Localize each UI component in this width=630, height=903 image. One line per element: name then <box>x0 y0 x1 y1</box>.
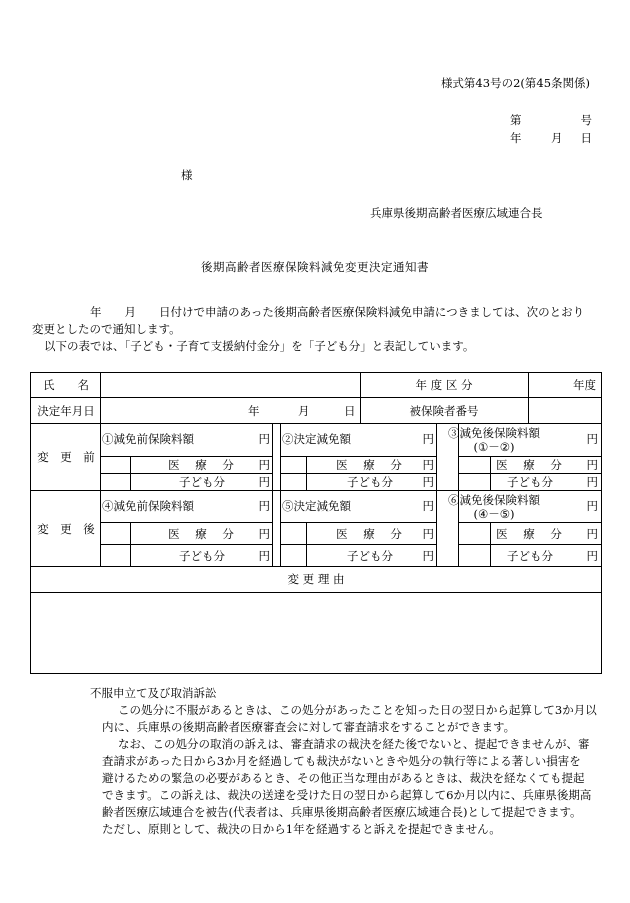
intro-text <box>32 304 604 355</box>
table-rule <box>528 372 529 423</box>
yen-unit: 円 <box>422 549 434 563</box>
post-reduction-formula: (①－②) <box>473 440 515 454</box>
table-rule <box>30 490 602 491</box>
table-rule <box>100 522 272 523</box>
table-rule <box>458 473 602 474</box>
table-border-left <box>30 372 31 674</box>
appeal-line: 齢者医療広域連合を被告(代表者は、兵庫県後期高齢者医療広域連合長)として提起できます。 <box>102 805 582 819</box>
table-rule <box>458 456 602 457</box>
appeal-line: 査請求があった日から3か月を経過しても裁決がないときや処分の執行等による著しい損害を <box>102 754 581 768</box>
table-rule <box>280 473 436 474</box>
appeal-line: ただし、原則として、裁決の日から1年を経過すると訴えを提起できません。 <box>102 822 501 836</box>
table-rule <box>100 456 272 457</box>
table-rule <box>306 522 307 566</box>
yen-unit: 円 <box>422 499 434 513</box>
yen-unit: 円 <box>258 475 270 489</box>
table-rule <box>280 522 436 523</box>
number-prefix: 第 <box>510 113 522 127</box>
table-rule <box>436 423 437 566</box>
issue-month-label: 月 <box>551 131 563 145</box>
decided-reduction-label: ⑤決定減免額 <box>282 499 351 513</box>
name-value-field[interactable] <box>102 374 358 396</box>
table-rule <box>458 522 602 523</box>
before-change-label: 変 更 前 <box>37 450 95 464</box>
fiscal-year-label: 年 度 区 分 <box>415 378 473 392</box>
yen-unit: 円 <box>258 499 270 513</box>
table-rule <box>490 522 491 566</box>
yen-unit: 円 <box>586 527 598 541</box>
table-rule <box>280 456 436 457</box>
issue-year-label: 年 <box>510 131 522 145</box>
decided-reduction-label: ②決定減免額 <box>282 432 351 446</box>
child-portion-label: 子ども分 <box>507 549 553 563</box>
yen-unit: 円 <box>258 432 270 446</box>
decision-year-label: 年 <box>248 404 260 418</box>
yen-unit: 円 <box>422 527 434 541</box>
child-portion-label: 子ども分 <box>347 549 393 563</box>
medical-portion-label: 医 療 分 <box>168 527 240 541</box>
yen-unit: 円 <box>258 458 270 472</box>
medical-portion-label: 医 療 分 <box>336 458 408 472</box>
table-rule <box>30 592 602 593</box>
form-number: 様式第43号の2(第45条関係) <box>440 76 590 90</box>
issue-day-label: 日 <box>580 131 592 145</box>
change-reason-label: 変 更 理 由 <box>287 572 345 586</box>
table-rule <box>30 423 602 424</box>
appeal-line: なお、この処分の取消の訴えは、審査請求の裁決を経た後でないと、提起できませんが、審 <box>118 737 590 751</box>
child-portion-label: 子ども分 <box>179 475 225 489</box>
child-portion-label: 子ども分 <box>507 475 553 489</box>
table-rule <box>306 456 307 490</box>
appeal-line: できます。この訴えは、裁決の送達を受けた日の翌日から起算して6か月以内に、兵庫県後期高 <box>102 788 592 802</box>
medical-portion-label: 医 療 分 <box>168 458 240 472</box>
medical-portion-label: 医 療 分 <box>496 458 568 472</box>
post-reduction-premium-label: ⑥減免後保険料額 <box>448 493 540 507</box>
yen-unit: 円 <box>258 527 270 541</box>
table-rule <box>490 456 491 490</box>
yen-unit: 円 <box>422 432 434 446</box>
appeal-heading: 不服申立て及び取消訴訟 <box>90 686 217 700</box>
table-border-bottom <box>30 673 602 674</box>
decision-month-label: 月 <box>298 404 310 418</box>
table-rule <box>30 566 602 567</box>
table-rule <box>100 473 272 474</box>
premium-table <box>30 372 602 674</box>
post-reduction-premium-label: ③減免後保険料額 <box>448 426 540 440</box>
table-rule <box>280 423 281 566</box>
table-rule <box>100 544 272 545</box>
insured-number-label: 被保険者番号 <box>409 404 479 418</box>
issuer-name: 兵庫県後期高齢者医療広域連合長 <box>370 206 543 220</box>
name-label: 氏 名 <box>43 378 89 392</box>
intro-line-2: 変更としたので通知します。 <box>32 322 181 336</box>
yen-unit: 円 <box>422 458 434 472</box>
decision-day-label: 日 <box>344 404 356 418</box>
medical-portion-label: 医 療 分 <box>336 527 408 541</box>
medical-portion-label: 医 療 分 <box>496 527 568 541</box>
table-border-right <box>601 372 602 674</box>
yen-unit: 円 <box>586 458 598 472</box>
table-rule <box>30 397 602 398</box>
table-border-top <box>30 372 602 373</box>
table-rule <box>458 544 602 545</box>
yen-unit: 円 <box>586 549 598 563</box>
pre-reduction-premium-label: ①減免前保険料額 <box>102 432 194 446</box>
yen-unit: 円 <box>258 549 270 563</box>
yen-unit: 円 <box>586 499 598 513</box>
yen-unit: 円 <box>586 475 598 489</box>
yen-unit: 円 <box>586 432 598 446</box>
table-rule <box>272 423 273 566</box>
table-rule <box>100 372 101 566</box>
intro-line-1: 年 月 日付けで申請のあった後期高齢者医療保険料減免申請につきましては、次のとおり <box>90 305 585 319</box>
pre-reduction-premium-label: ④減免前保険料額 <box>102 499 194 513</box>
after-change-label: 変 更 後 <box>37 522 95 536</box>
appeal-notice <box>32 685 604 838</box>
addressee-honorific: 様 <box>181 168 193 182</box>
child-portion-label: 子ども分 <box>179 549 225 563</box>
decision-date-label: 決定年月日 <box>37 404 95 418</box>
yen-unit: 円 <box>422 475 434 489</box>
post-reduction-formula: (④－⑤) <box>473 507 515 521</box>
appeal-line: 避けるための緊急の必要があるとき、その他正当な理由があるときは、裁決を経なくても提起 <box>102 771 585 785</box>
change-reason-field[interactable] <box>32 594 600 672</box>
table-rule <box>360 372 361 423</box>
appeal-line: この処分に不服があるときは、この処分があったことを知った日の翌日から起算して3か月以 <box>118 703 597 717</box>
fiscal-year-unit: 年度 <box>573 378 596 392</box>
table-rule <box>280 544 436 545</box>
child-portion-label: 子ども分 <box>347 475 393 489</box>
table-rule <box>130 522 131 566</box>
number-suffix: 号 <box>580 113 592 127</box>
table-rule <box>130 456 131 490</box>
intro-line-3: 以下の表では、「子ども・子育て支援納付金分」を「子ども分」と表記しています。 <box>44 339 475 353</box>
appeal-line: 内に、兵庫県の後期高齢者医療審査会に対して審査請求をすることができます。 <box>102 720 516 734</box>
document-title: 後期高齢者医療保険料減免変更決定通知書 <box>201 260 429 274</box>
